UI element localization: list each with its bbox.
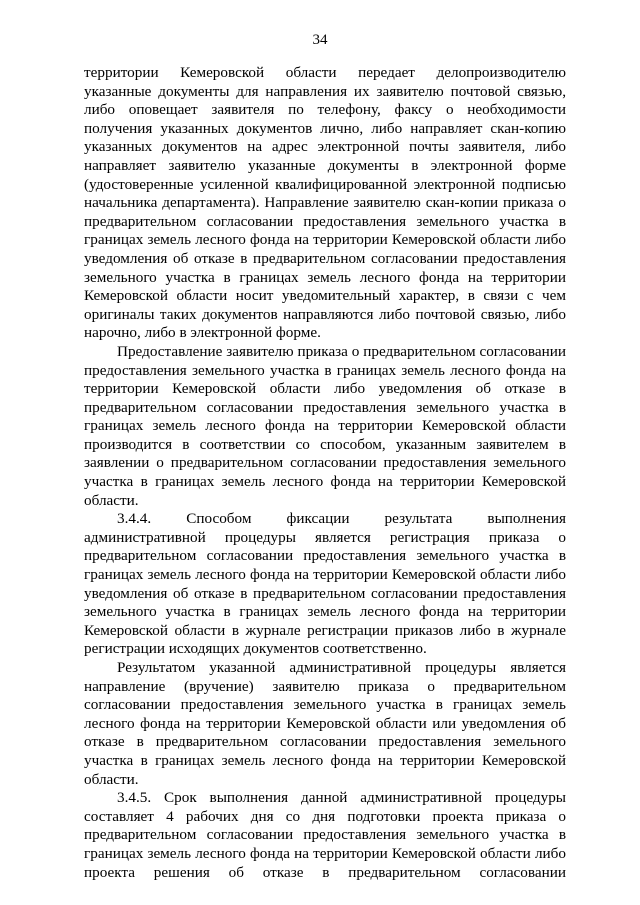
paragraph-provision-method: Предоставление заявителю приказа о предварительном согласовании предоставления земельного участка в границах земель лесного фонда на территории Кемеровской области либо уведомления об отказе в предварительном согласовании предоставления земельного участка в границах земель лесного фонда на территории Кемеровской области производится в соответствии со способом, указанным заявителем в заявлении о предварительном согласовании предоставления земельного участка в границах земель лесного фонда на территории Кемеровской области.: [84, 342, 566, 509]
page-number: 34: [312, 32, 328, 48]
paragraph-3-4-4: 3.4.4. Способом фиксации результата выполнения административной процедуры является регистрация приказа о предварительном согласовании предоставления земельного участка в границах земель лесного фонда на территории Кемеровской области либо уведомления об отказе в предварительном согласовании предоставления земельного участка в границах земель лесного фонда на территории Кемеровской области в журнале регистрации приказов либо в журнале регистрации исходящих документов соответственно.: [84, 510, 566, 658]
paragraph-continuation: территории Кемеровской области передает делопроизводителю указанные документы для направления их заявителю почтовой связью, либо оповещает заявителя по телефону, факсу о необходимости получения указанных документов лично, либо направляет скан-копию указанных документов на адрес электронной почты заявителя, либо направляет заявителю указанные документы в электронной форме (удостоверенные усиленной квалифицированной электронной подписью начальника департамента). Направление заявителю скан-копии приказа о предварительном согласовании предоставления земельного участка в границах земель лесного фонда на территории Кемеровской области либо уведомления об отказе в предварительном согласовании предоставления земельного участка в границах земель лесного фонда на территории Кемеровской области носит уведомительный характер, в связи с чем оригиналы таких документов направляются либо почтовой связью, либо нарочно, либо в электронной форме.: [84, 64, 566, 342]
paragraph-procedure-result: Результатом указанной административной процедуры является направление (вручение) заявителю приказа о предварительном согласовании предоставления земельного участка в границах земель лесного фонда на территории Кемеровской области или уведомления об отказе в предварительном согласовании предоставления земельного участка в границах земель лесного фонда на территории Кемеровской области.: [84, 659, 566, 788]
paragraph-3-4-5: 3.4.5. Срок выполнения данной административной процедуры составляет 4 рабочих дня со дня подготовки проекта приказа о предварительном согласовании предоставления земельного участка в границах земель лесного фонда на территории Кемеровской области либо проекта решения об отказе в предварительном согласовании: [84, 789, 566, 881]
document-body: [84, 64, 566, 882]
